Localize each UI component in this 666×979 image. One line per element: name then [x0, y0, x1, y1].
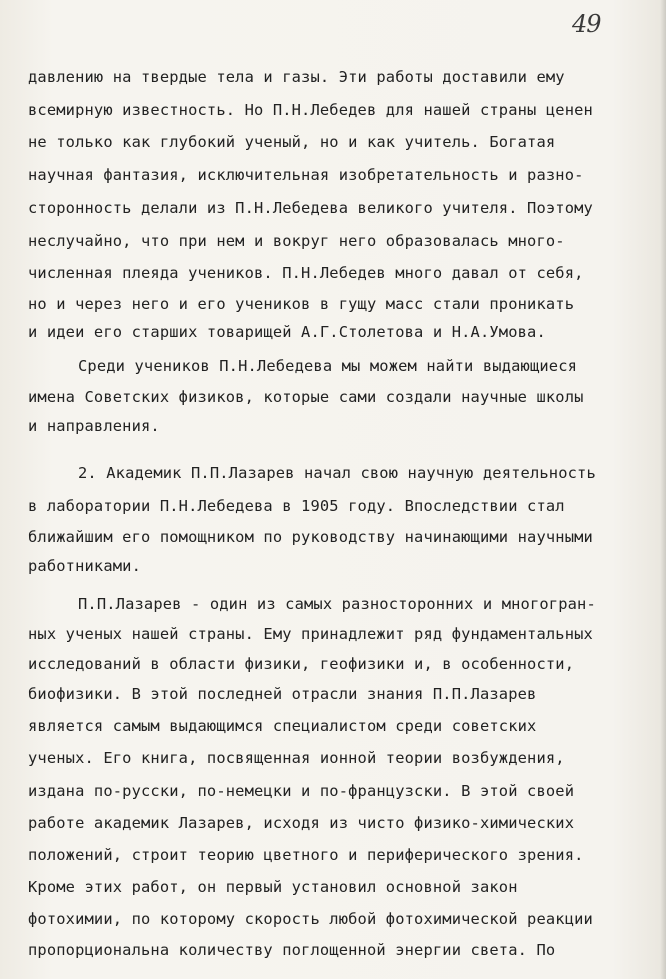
text-line: является самым выдающимся специалистом среди советских — [28, 717, 537, 735]
text-line: ных ученых нашей страны. Ему принадлежит ряд фундаментальных — [28, 625, 593, 643]
text-line: П.П.Лазарев - один из самых разносторонних и многогран- — [78, 595, 596, 613]
text-line: положений, строит теорию цветного и периферического зрения. — [28, 846, 584, 864]
text-line: численная плеяда учеников. П.Н.Лебедев много давал от себя, — [28, 264, 584, 282]
text-line: пропорциональна количеству поглощенной энергии света. По — [28, 941, 556, 959]
text-line: ближайшим его помощником по руководству начинающими научными — [28, 528, 593, 546]
page-edge-shadow — [660, 0, 666, 979]
text-line: в лаборатории П.Н.Лебедева в 1905 году. Впоследствии стал — [28, 497, 565, 515]
text-line: но и через него и его учеников в гущу масс стали проникать — [28, 295, 575, 313]
text-line: всемирную известность. Но П.Н.Лебедев для нашей страны ценен — [28, 101, 593, 119]
text-line: Среди учеников П.Н.Лебедева мы можем найти выдающиеся — [78, 357, 578, 375]
text-line: сторонность делали из П.Н.Лебедева великого учителя. Поэтому — [28, 199, 593, 217]
text-line: 2. Академик П.П.Лазарев начал свою научную деятельность — [78, 464, 596, 482]
page-number: 49 — [572, 10, 601, 38]
text-line: работе академик Лазарев, исходя из чисто физико-химических — [28, 814, 575, 832]
text-line: издана по-русски, по-немецки и по-французски. В этой своей — [28, 782, 575, 800]
text-line: давлению на твердые тела и газы. Эти работы доставили ему — [28, 68, 565, 86]
text-line: неслучайно, что при нем и вокруг него образовалась много- — [28, 232, 565, 250]
text-line: и идеи его старших товарищей А.Г.Столетова и Н.А.Умова. — [28, 323, 546, 341]
text-line: имена Советских физиков, которые сами создали научные школы — [28, 388, 584, 406]
text-line: исследований в области физики, геофизики и, в особенности, — [28, 655, 575, 673]
text-line: не только как глубокий ученый, но и как учитель. Богатая — [28, 133, 556, 151]
text-line: Кроме этих работ, он первый установил основной закон — [28, 878, 518, 896]
text-line: научная фантазия, исключительная изобретательность и разно- — [28, 166, 584, 184]
text-line: ученых. Его книга, посвященная ионной теории возбуждения, — [28, 749, 565, 767]
text-line: работниками. — [28, 557, 141, 575]
text-line: фотохимии, по которому скорость любой фотохимической реакции — [28, 910, 593, 928]
text-line: биофизики. В этой последней отрасли знания П.П.Лазарев — [28, 685, 537, 703]
text-line: и направления. — [28, 417, 160, 435]
